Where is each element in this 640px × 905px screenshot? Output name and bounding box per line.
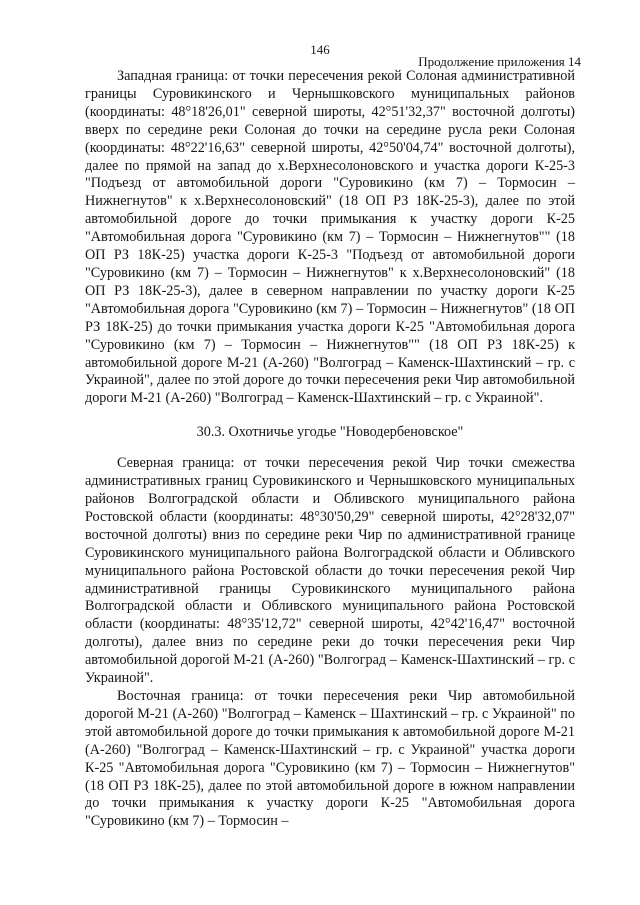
- paragraph-east-boundary: Восточная граница: от точки пересечения реки Чир автомобильной дорогой М-21 (А-260) "Волгоград – Каменск – Шахтинский – гр. с Украиной" по этой автомобильной дороге до точки примыкания к автомобильной дороге М-21 (А-260) "Волгоград – Каменск-Шахтинский – гр. с Украиной" участка дороги К-25 "Автомобильная дорога "Суровикино (км 7) – Тормосин – Нижнегнутов" (18 ОП РЗ 18К-25), далее по этой автомобильной дороге в южном направлении до точки примыкания к участку дороги К-25 "Автомобильная дорога "Суровикино (км 7) – Тормосин –: [85, 688, 575, 830]
- document-body: [85, 68, 575, 831]
- paragraph-west-boundary: Западная граница: от точки пересечения рекой Солоная административной границы Суровикинского и Чернышковского муниципальных районов (координаты: 48°18'26,01" северной широты, 42°51'32,37" восточной долготы) вверх по середине реки Солоная до точки на середине русла реки Солоная (координаты: 48°22'16,63" северной широты, 42°50'04,74" восточной долготы), далее по прямой на запад до х.Верхнесолоновского и участка дороги К-25-3 "Подъезд от автомобильной дороги "Суровикино (км 7) – Тормосин – Нижнегнутов" к х.Верхнесолоновский" (18 ОП РЗ 18К-25-3), далее по этой автомобильной дороге до точки примыкания к участку дороги К-25 "Автомобильная дорога "Суровикино (км 7) – Тормосин – Нижнегнутов"" (18 ОП РЗ 18К-25) участка дороги К-25-3 "Подъезд от автомобильной дороги "Суровикино (км 7) – Тормосин – Нижнегнутов" к х.Верхнесолоновский" (18 ОП РЗ 18К-25-3), далее в северном направлении по участку дороги К-25 "Автомобильная дорога "Суровикино (км 7) – Тормосин – Нижнегнутов" (18 ОП РЗ 18К-25) до точки примыкания участка дороги К-25 "Автомобильная дорога "Суровикино (км 7) – Тормосин – Нижнегнутов"" (18 ОП РЗ 18К-25) к автомобильной дороге М-21 (А-260) "Волгоград – Каменск-Шахтинский – гр. с Украиной", далее по этой дороге до точки пересечения реки Чир автомобильной дороги М-21 (А-260) "Волгоград – Каменск-Шахтинский – гр. с Украиной".: [85, 68, 575, 407]
- paragraph-north-boundary: Северная граница: от точки пересечения рекой Чир точки смежества административных границ Суровикинского и Чернышковского муниципальных районов Волгоградской области и Обливского муниципального района Ростовской области (координаты: 48°30'50,29" северной широты, 42°28'32,07" восточной долготы) вниз по середине реки Чир по административной границе Суровикинского муниципального района Волгоградской области и Обливского муниципального района Ростовской области до точки пересечения рекой Чир административной границы Суровикинского муниципального района Волгоградской области и Обливского муниципального района Ростовской области (координаты: 48°35'12,72" северной широты, 42°42'16,47" восточной долготы), далее вниз по середине реки до точки пересечения реки Чир автомобильной дорогой М-21 (А-260) "Волгоград – Каменск-Шахтинский – гр. с Украиной".: [85, 455, 575, 687]
- section-heading: 30.3. Охотничье угодье "Новодербеновское": [196, 424, 464, 441]
- appendix-continuation-note: Продолжение приложения 14: [418, 54, 581, 69]
- page-number: 146: [310, 42, 330, 57]
